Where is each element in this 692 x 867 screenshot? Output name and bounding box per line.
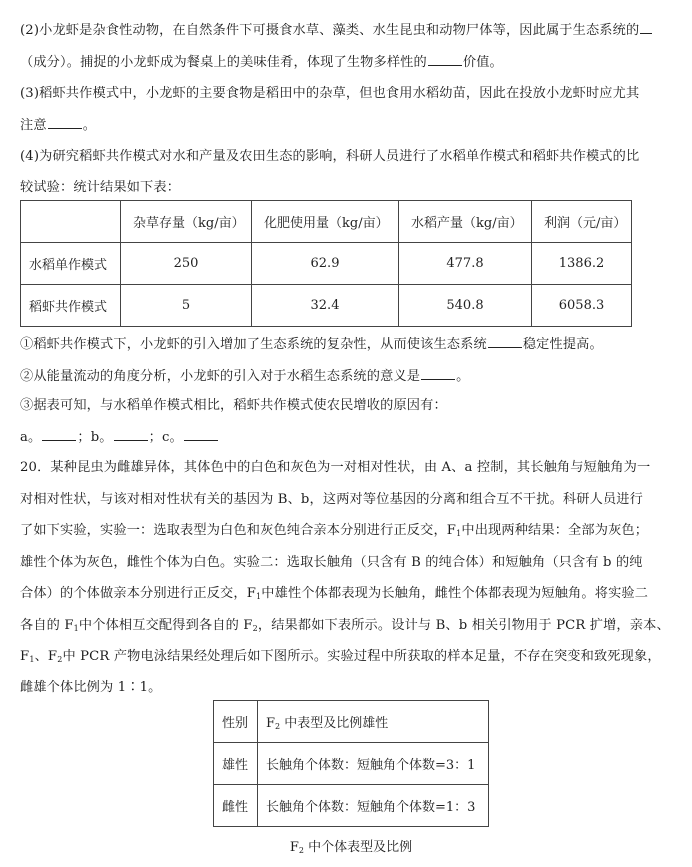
q4-sub2-text: ②从能量流动的角度分析，小龙虾的引入对于水稻生态系统的意义是 [20, 369, 421, 384]
subscript: 1 [73, 624, 79, 633]
text: 中个体表型及比例 [303, 840, 413, 855]
text: 各自的 F [20, 618, 74, 633]
q4-sub1 [20, 334, 603, 355]
q4-sub2 [20, 366, 469, 387]
text: 中个体相互交配得到各自的 F [78, 618, 253, 633]
table-header-row [214, 701, 489, 743]
q2-line2-text: （成分）。捕捉的小龙虾成为餐桌上的美味佳肴，体现了生物多样性的 [20, 55, 427, 70]
q20-line8: 雌雄个体比例为 1∶1。 [20, 680, 162, 695]
table-cell-ratio: 长触角个体数：短触角个体数=1：3 [258, 785, 489, 827]
text: 合体）的个体做亲本分别进行正反交，F [20, 586, 257, 601]
table-cell: 1386.2 [532, 243, 632, 285]
table-caption [213, 836, 489, 855]
subscript: 2 [57, 655, 63, 664]
q20-line6 [20, 616, 670, 639]
table-cell: 6058.3 [532, 285, 632, 327]
answer-blank[interactable] [640, 20, 652, 34]
text: F [289, 840, 299, 855]
q20-line3 [20, 521, 648, 544]
table-header-cell: 水稻产量（kg/亩） [399, 201, 532, 243]
answer-label-b: ；b。 [77, 430, 113, 445]
answer-blank[interactable] [428, 52, 462, 66]
q3-line2-text: 注意 [20, 118, 47, 133]
table-cell: 250 [121, 243, 252, 285]
q3-line2-end: 。 [82, 118, 97, 133]
subscript: 2 [252, 624, 258, 633]
subscript: 1 [456, 529, 462, 538]
q2-line2 [20, 52, 503, 73]
table-header-row [21, 201, 632, 243]
table-row [214, 743, 489, 785]
table-cell-ratio: 长触角个体数：短触角个体数=3：1 [258, 743, 489, 785]
table-header-cell: 化肥使用量（kg/亩） [252, 201, 399, 243]
table-header-cell: 利润（元/亩） [532, 201, 632, 243]
answer-label-c: ；c。 [148, 430, 183, 445]
answer-blank-a[interactable] [42, 427, 76, 441]
text: 中表型及比例雄性 [280, 716, 389, 731]
answer-blank[interactable] [488, 334, 522, 348]
text: F [266, 716, 276, 731]
subscript: 1 [256, 592, 262, 601]
answer-blank-c[interactable] [184, 427, 218, 441]
table-header-cell [258, 701, 489, 743]
q20-line1: 20．某种昆虫为雌雄异体，其体色中的白色和灰色为一对相对性状，由 A、a 控制，其长触角与短触角为一 [20, 460, 651, 475]
answer-blank-b[interactable] [114, 427, 148, 441]
answer-label-a: a。 [20, 430, 42, 445]
table-cell: 5 [121, 285, 252, 327]
text: 了如下实验，实验一：选取表型为白色和灰色纯合亲本分别进行正反交，F [20, 523, 457, 538]
text: F [20, 649, 30, 664]
answer-blank[interactable] [48, 115, 82, 129]
table-cell-sex: 雄性 [214, 743, 258, 785]
text: 中出现两种结果：全部为灰色； [461, 523, 649, 538]
q4-sub1-end: 稳定性提高。 [522, 337, 603, 352]
text: 、F [34, 649, 58, 664]
f2-phenotype-table [213, 700, 489, 827]
q2-line2-end: 价值。 [462, 55, 503, 70]
q4-line2: 较试验：统计结果如下表： [20, 180, 181, 195]
subscript: 2 [298, 846, 304, 855]
table-row-label: 水稻单作模式 [21, 243, 121, 285]
q4-sub3: ③据表可知，与水稻单作模式相比，稻虾共作模式使农民增收的原因有： [20, 398, 447, 413]
table-row [21, 243, 632, 285]
q3-line1: (3)稻虾共作模式中，小龙虾的主要食物是稻田中的杂草，但也食用水稻幼苗，因此在投放小龙虾时应尤其 [20, 86, 640, 101]
text: 中雄性个体都表现为长触角，雌性个体都表现为短触角。将实验二 [261, 586, 649, 601]
table-cell: 62.9 [252, 243, 399, 285]
table-cell: 540.8 [399, 285, 532, 327]
q20-line5 [20, 584, 648, 607]
table-header-cell: 杂草存量（kg/亩） [121, 201, 252, 243]
table-cell: 32.4 [252, 285, 399, 327]
q4-line1: (4)为研究稻虾共作模式对水和产量及农田生态的影响，科研人员进行了水稻单作模式和稻虾共作模式的比 [20, 149, 640, 164]
q2-line1-text: (2)小龙虾是杂食性动物，在自然条件下可摄食水草、藻类、水生昆虫和动物尸体等，因此属于生态系统的 [20, 23, 640, 38]
q3-line2 [20, 115, 96, 136]
q4-sub2-end: 。 [456, 369, 470, 384]
table-header-cell [21, 201, 121, 243]
q20-line7 [20, 647, 661, 670]
q20-line2: 对相对性状，与该对相对性状有关的基因为 B、b，这两对等位基因的分离和组合互不干扰。科研人员进行 [20, 492, 643, 507]
text: 中 PCR 产物电泳结果经处理后如下图所示。实验过程中所获取的样本足量，不存在突变和致死现象， [62, 649, 661, 664]
table-row-label: 稻虾共作模式 [21, 285, 121, 327]
q2-line1 [20, 20, 653, 41]
q4-sub1-text: ①稻虾共作模式下，小龙虾的引入增加了生态系统的复杂性，从而使该生态系统 [20, 337, 487, 352]
q20-line4: 雄性个体为灰色，雌性个体为白色。实验二：选取长触角（只含有 B 的纯合体）和短触角（只含有 b 的纯 [20, 555, 643, 570]
table-row [214, 785, 489, 827]
table-header-cell: 性别 [214, 701, 258, 743]
text: ，结果都如下表所示。设计与 B、b 相关引物用于 PCR 扩增，亲本、 [257, 618, 670, 633]
answer-blank[interactable] [421, 366, 455, 380]
q4-sub3-answers [20, 427, 219, 448]
table-row [21, 285, 632, 327]
subscript: 2 [275, 722, 281, 731]
comparison-table [20, 200, 632, 327]
subscript: 1 [29, 655, 35, 664]
table-cell-sex: 雌性 [214, 785, 258, 827]
table-cell: 477.8 [399, 243, 532, 285]
